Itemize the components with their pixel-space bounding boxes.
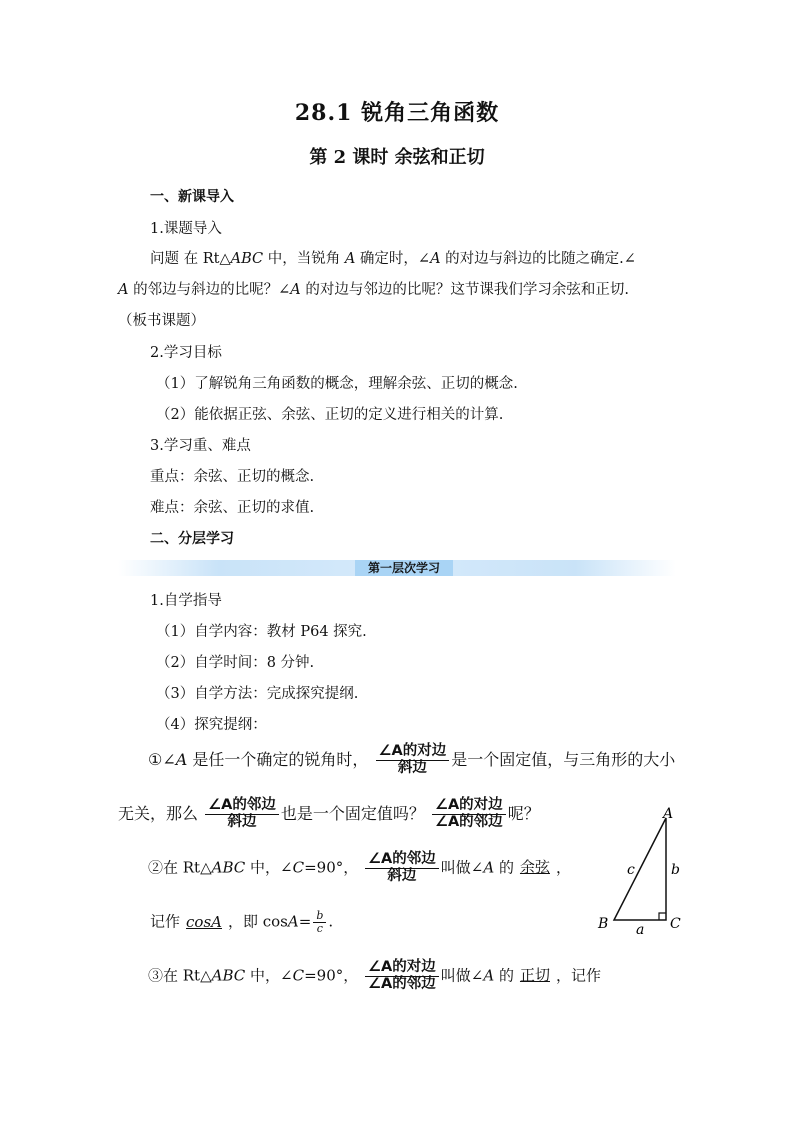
page-subtitle: 第 2 课时 余弦和正切	[309, 147, 485, 168]
section-heading-intro: 一、新课导入	[150, 189, 234, 205]
question-2-line1: ②在 Rt△ABC 中，∠C=90°， $\frac{\text{∠A的邻边}}{\text{斜边}}$ 叫做∠A 的 余弦 ，	[148, 851, 571, 884]
answer-blank-tangent: 正切	[519, 966, 550, 985]
goal-item-2: （2）能依据正弦、余弦、正切的定义进行相关的计算.	[156, 407, 504, 423]
vertex-label-C: C	[670, 916, 681, 932]
right-angle-mark	[659, 913, 666, 920]
intro-paragraph-line2: A 的邻边与斜边的比呢？∠A 的对边与邻边的比呢？这节课我们学习余弦和正切.	[118, 282, 629, 298]
side-label-c: c	[627, 862, 635, 878]
right-triangle-figure	[592, 806, 692, 938]
question-3-line1: ③在 Rt△ABC 中，∠C=90°， $\frac{\text{∠A的对边}}{\text{∠A的邻边}}$ 叫做∠A 的 正切 ，记作	[148, 959, 601, 992]
section-heading-layered: 二、分层学习	[150, 531, 234, 547]
page-title: 28.1 锐角三角函数	[294, 100, 500, 126]
question-2-line2: 记作 cosA ，即 cosA= $\frac{b}{c}$ .	[150, 909, 334, 936]
side-label-a: a	[636, 922, 645, 938]
self-study-item-2: （2）自学时间：8 分钟.	[156, 655, 315, 671]
key-points-heading: 3.学习重、难点	[150, 438, 251, 454]
answer-blank-cos-notation: cosA	[186, 912, 222, 931]
vertex-label-A: A	[663, 806, 674, 822]
answer-blank-cosine: 余弦	[519, 858, 550, 877]
goal-item-1: （1）了解锐角三角函数的概念，理解余弦、正切的概念.	[156, 376, 518, 392]
question-1-line1: ①∠A 是任一个确定的锐角时， $\frac{\text{∠A的对边}}{\text{斜边}}$ 是一个固定值，与三角形的大小	[148, 743, 676, 776]
self-study-item-1: （1）自学内容：教材 P64 探究.	[156, 624, 367, 640]
question-1-line2: 无关，那么 $\frac{\text{∠A的邻边}}{\text{斜边}}$ 也是一个固定值吗？ $\frac{\text{∠A的对边}}{\text{∠A的邻边}}$ 呢？	[118, 797, 540, 830]
fraction-b-over-c: $\frac{b}{c}$	[313, 910, 326, 935]
fraction-adjacent-over-hypotenuse-2: $\frac{\text{∠A的邻边}}{\text{斜边}}$	[365, 852, 439, 885]
self-study-item-3: （3）自学方法：完成探究提纲.	[156, 686, 359, 702]
intro-paragraph-line3: （板书课题）	[118, 313, 205, 329]
vertex-label-B: B	[598, 916, 609, 932]
triangle-outline	[614, 818, 666, 920]
fraction-opposite-over-adjacent-2: $\frac{\text{∠A的对边}}{\text{∠A的邻边}}$	[365, 960, 439, 993]
intro-heading: 1.课题导入	[150, 221, 222, 237]
self-study-item-4: （4）探究提纲：	[156, 717, 267, 733]
difficult-point: 难点：余弦、正切的求值.	[150, 500, 315, 516]
key-point: 重点：余弦、正切的概念.	[150, 469, 315, 485]
fraction-opposite-over-hypotenuse: $\frac{\text{∠A的对边}}{\text{斜边}}$	[376, 744, 450, 777]
level-banner-label: 第一层次学习	[355, 560, 453, 576]
intro-paragraph-line1: 问题 在 Rt△ABC 中，当锐角 A 确定时，∠A 的对边与斜边的比随之确定.∠	[150, 251, 636, 267]
fraction-adjacent-over-hypotenuse: $\frac{\text{∠A的邻边}}{\text{斜边}}$	[205, 798, 279, 831]
side-label-b: b	[671, 862, 680, 878]
level-banner	[118, 560, 676, 576]
fraction-opposite-over-adjacent: $\frac{\text{∠A的对边}}{\text{∠A的邻边}}$	[432, 798, 506, 831]
self-study-heading: 1.自学指导	[150, 593, 222, 609]
goals-heading: 2.学习目标	[150, 345, 222, 361]
